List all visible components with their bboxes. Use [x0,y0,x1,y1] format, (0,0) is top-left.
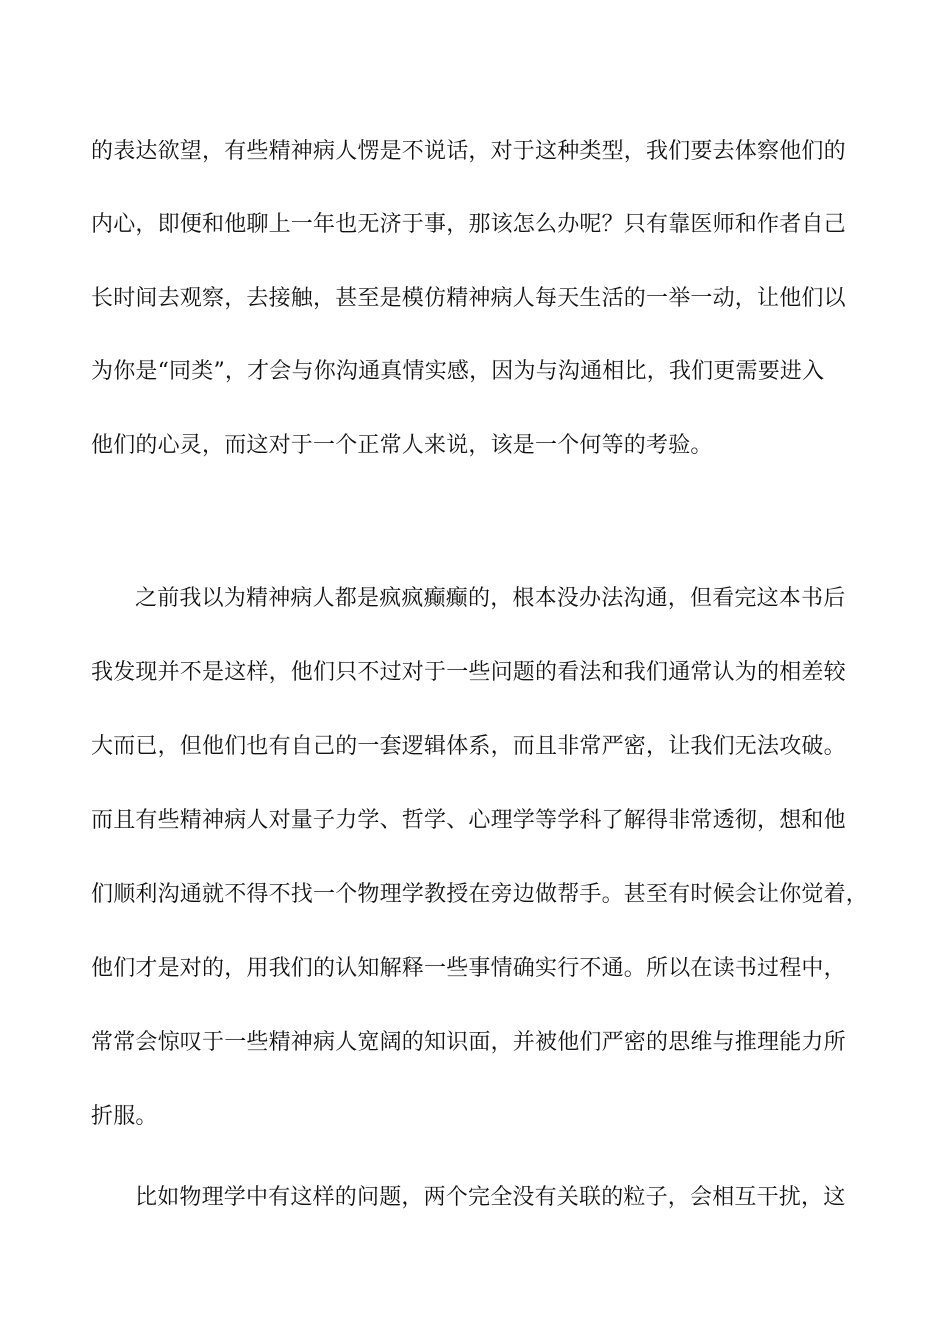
paragraph-1-line-1: 的表达欲望，有些精神病人愣是不说话，对于这种类型，我们要去体察他们的 [91,139,846,164]
paragraph-2-line-3: 大而已，但他们也有自己的一套逻辑体系，而且非常严密，让我们无法攻破。 [91,734,846,759]
paragraph-1-line-4: 为你是“同类”，才会与你沟通真情实感，因为与沟通相比，我们更需要进入 [91,359,825,384]
paragraph-2-line-7: 常常会惊叹于一些精神病人宽阔的知识面，并被他们严密的思维与推理能力所 [91,1030,846,1055]
paragraph-2-line-1: 之前我以为精神病人都是疯疯癫癫的，根本没办法沟通，但看完这本书后 [135,586,846,611]
paragraph-1-line-5: 他们的心灵，而这对于一个正常人来说，该是一个何等的考验。 [91,433,713,458]
paragraph-2-line-2: 我发现并不是这样，他们只不过对于一些问题的看法和我们通常认为的相差较 [91,660,846,685]
paragraph-2-line-5: 们顺利沟通就不得不找一个物理学教授在旁边做帮手。甚至有时候会让你觉着， [91,882,869,907]
paragraph-3-line-1: 比如物理学中有这样的问题，两个完全没有关联的粒子，会相互干扰，这 [135,1185,846,1210]
paragraph-2-line-8: 折服。 [91,1104,158,1129]
paragraph-2-line-6: 他们才是对的，用我们的认知解释一些事情确实行不通。所以在读书过程中， [91,956,846,981]
paragraph-1-line-3: 长时间去观察，去接触，甚至是模仿精神病人每天生活的一举一动，让他们以 [91,286,846,311]
paragraph-1-line-2: 内心，即便和他聊上一年也无济于事，那该怎么办呢？只有靠医师和作者自己 [91,212,846,237]
paragraph-2-line-4: 而且有些精神病人对量子力学、哲学、心理学等学科了解得非常透彻，想和他 [91,808,846,833]
